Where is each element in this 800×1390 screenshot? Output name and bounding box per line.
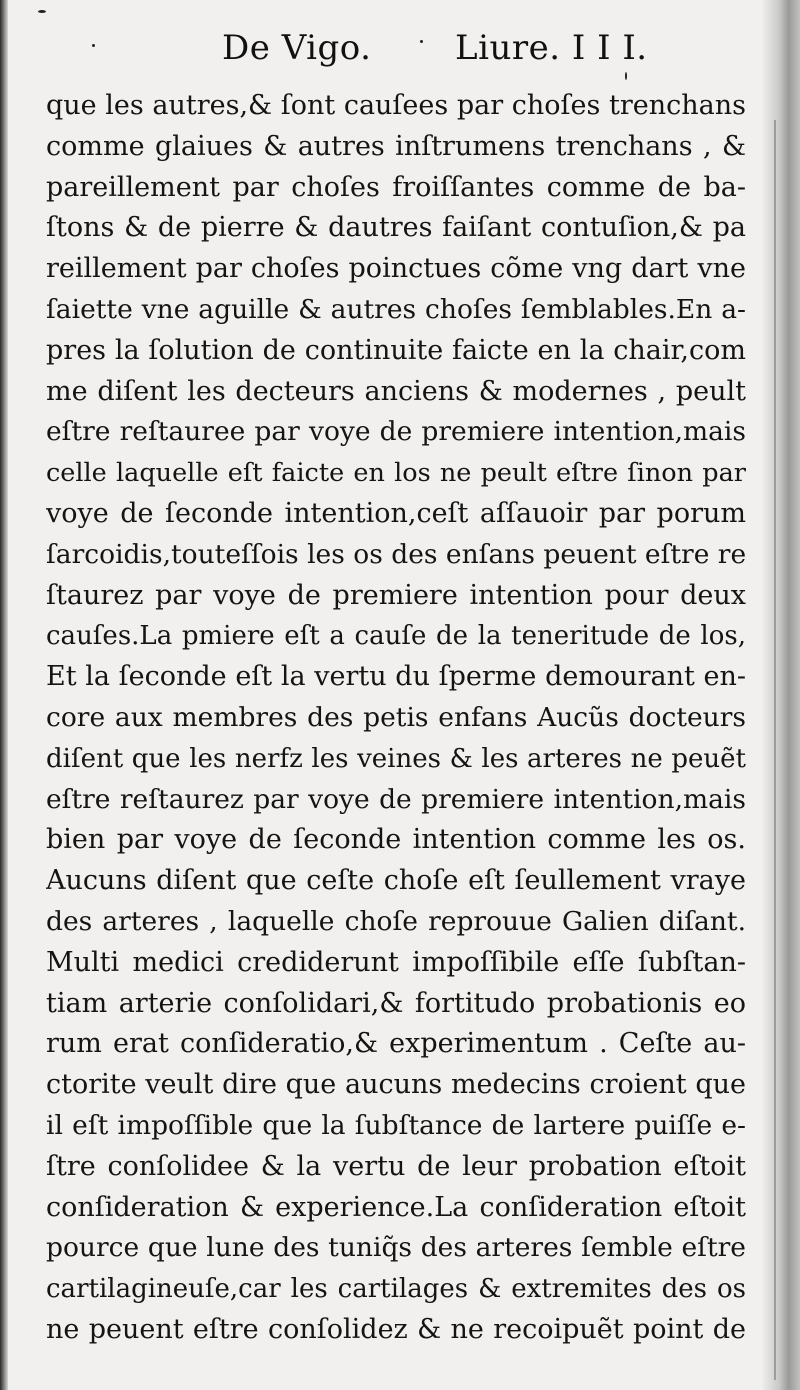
text-line: rum erat conſideratio,& experimentum . Ceſte au- bbox=[46, 1028, 746, 1060]
running-head-title: De Vigo. bbox=[222, 28, 372, 68]
text-line: des arteres , laquelle choſe reprouue Galien diſant. bbox=[46, 905, 746, 937]
text-line: comme glaiues & autres inſtrumens trenchans , & bbox=[46, 130, 746, 162]
text-line: ctorite veult dire que aucuns medecins croient que bbox=[46, 1069, 746, 1101]
ink-speck bbox=[38, 10, 46, 13]
text-line: il eſt impoſſible que la ſubſtance de lartere puiſſe e- bbox=[46, 1109, 746, 1141]
text-line: core aux membres des petis enfans Aucũs docteurs bbox=[46, 701, 746, 733]
page-gutter-line bbox=[774, 120, 776, 1380]
page-left-edge bbox=[0, 0, 8, 1390]
text-line: tiam arterie conſolidari,& fortitudo probationis eo bbox=[46, 987, 746, 1019]
text-line: diſent que les nerfz les veines & les arteres ne peuẽt bbox=[46, 743, 746, 774]
text-line: bien par voye de ſeconde intention comme les os. bbox=[46, 824, 746, 856]
text-line: pource que lune des tuniq̃s des arteres ſemble eſtre bbox=[46, 1232, 746, 1264]
text-line: ſaiette vne aguille & autres choſes ſemblables.En a- bbox=[46, 293, 746, 325]
body-text bbox=[46, 86, 746, 1351]
ink-speck bbox=[625, 72, 627, 80]
text-line: Multi medici crediderunt impoſſibile eſſe ſubſtan- bbox=[46, 946, 746, 978]
page-right-edge bbox=[762, 0, 800, 1390]
text-line: eſtre reſtauree par voye de premiere intention,mais bbox=[46, 416, 746, 448]
text-line: cauſes.La pmiere eſt a cauſe de la teneritude de los, bbox=[46, 621, 746, 652]
text-line: Aucuns diſent que ceſte choſe eſt ſeullement vraye bbox=[46, 865, 746, 897]
running-head bbox=[0, 28, 800, 78]
text-line: Et la ſeconde eſt la vertu du ſperme demourant en- bbox=[46, 661, 746, 693]
text-line: conſideration & experience.La conſideration eſtoit bbox=[46, 1191, 746, 1223]
text-line: me diſent les decteurs anciens & modernes , peult bbox=[46, 375, 746, 407]
text-line: ſtons & de pierre & dautres faiſant contuſion,& pa bbox=[46, 212, 746, 244]
text-line: celle laquelle eſt faicte en los ne peult eſtre ſinon par bbox=[46, 458, 746, 489]
text-line: cartilagineuſe,car les cartilages & extremites des os bbox=[46, 1274, 746, 1305]
text-line: ſtaurez par voye de premiere intention pour deux bbox=[46, 579, 746, 611]
text-line: reillement par choſes poinctues cõme vng dart vne bbox=[46, 253, 746, 285]
text-line: ſarcoidis,touteſſois les os des enſans peuent eſtre re bbox=[46, 538, 746, 570]
text-line: que les autres,& ſont cauſees par choſes trenchans bbox=[46, 90, 746, 121]
ink-speck bbox=[92, 44, 95, 47]
text-line: pres la ſolution de continuite faicte en la chair,com bbox=[46, 334, 746, 366]
ink-speck bbox=[420, 40, 423, 43]
text-line: voye de ſeconde intention,ceſt aſſauoir par porum bbox=[46, 497, 746, 529]
text-line: ſtre conſolidee & la vertu de leur probation eſtoit bbox=[46, 1150, 746, 1182]
text-line: ne peuent eſtre conſolidez & ne recoipuẽt point de bbox=[46, 1313, 746, 1345]
running-head-book-number: Liure. I I I. bbox=[455, 28, 648, 68]
text-line: eſtre reſtaurez par voye de premiere intention,mais bbox=[46, 783, 746, 815]
text-line: pareillement par choſes froiſſantes comme de ba- bbox=[46, 171, 746, 203]
